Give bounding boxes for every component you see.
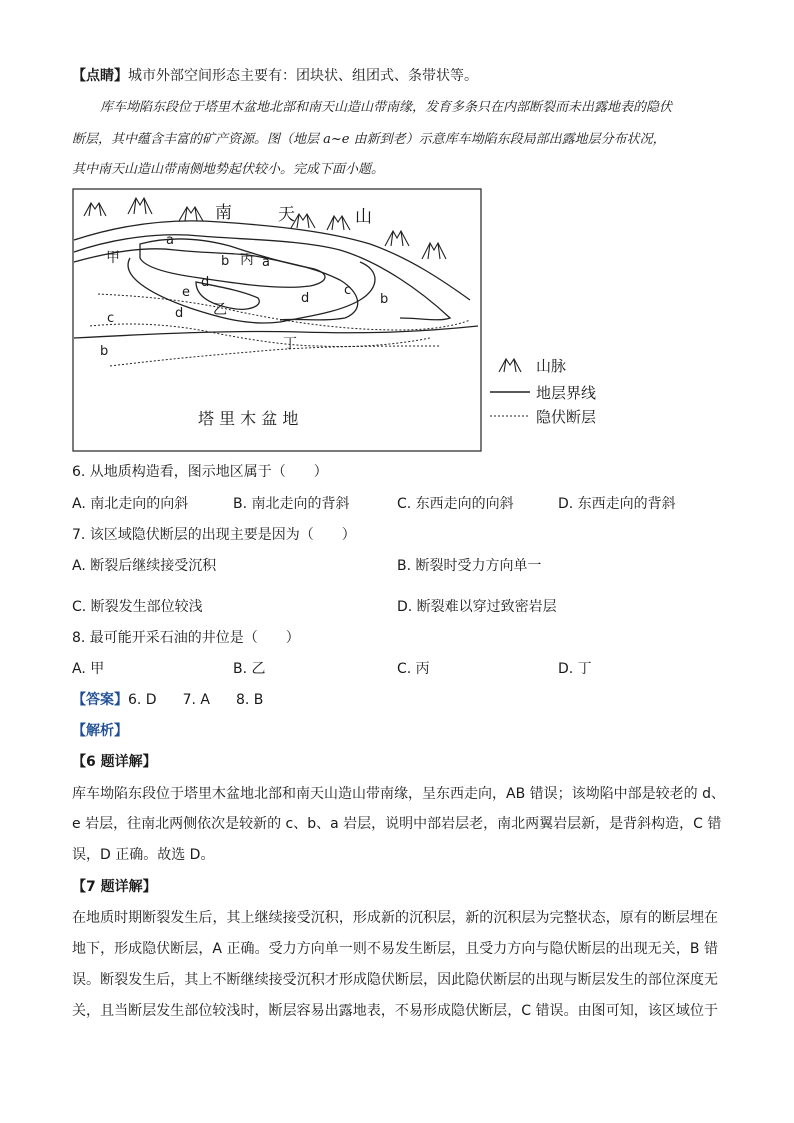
- tip-label: 【点睛】: [72, 68, 128, 84]
- layer-label: d: [301, 291, 310, 306]
- place-label-yi: 乙: [213, 302, 227, 318]
- hidden-fault-line: [110, 346, 440, 366]
- layer-label: b: [100, 344, 109, 359]
- answer-item: 6. D: [128, 692, 157, 708]
- intro-line-2: 断层，其中蕴含丰富的矿产资源。图（地层 a~e 由新到老）示意库车坳陷东段局部出露地层分布状况，: [72, 132, 666, 147]
- answer-label: 【答案】: [72, 692, 128, 708]
- place-label-bing: 丙: [240, 252, 254, 268]
- legend-fault-label: 隐伏断层: [536, 408, 597, 426]
- mountain-icon: [179, 207, 203, 221]
- layer-label: b: [221, 254, 230, 269]
- question-6-option-c[interactable]: C. 东西走向的向斜: [397, 496, 514, 512]
- legend-boundary-label: 地层界线: [536, 384, 597, 402]
- stratum-boundary-line: [74, 235, 450, 320]
- answer-line: [72, 690, 263, 710]
- question-6-option-a[interactable]: A. 南北走向的向斜: [72, 496, 189, 512]
- question-8-option-b[interactable]: B. 乙: [233, 661, 266, 677]
- mountain-icon: [422, 243, 446, 259]
- question-7-option-a[interactable]: A. 断裂后继续接受沉积: [72, 558, 217, 574]
- layer-label: a: [166, 233, 174, 248]
- layer-label: c: [344, 283, 352, 298]
- layer-label: d: [201, 275, 210, 290]
- mountain-icon: [84, 203, 106, 216]
- intro-line-3: 其中南天山造山带南侧地势起伏较小。完成下面小题。: [72, 162, 385, 177]
- basin-label: 塔 里 木 盆 地: [198, 409, 299, 428]
- place-label-ding: 丁: [283, 336, 297, 352]
- detail-7-label: 【7 题详解】: [72, 879, 157, 895]
- place-label-jia: 甲: [106, 250, 120, 266]
- answer-item: 7. A: [182, 692, 210, 708]
- hidden-fault-line: [98, 294, 470, 330]
- detail-7-line-4: 关，且当断层发生部位较浅时，断层容易出露地表，不易形成隐伏断层，C 错误。由图可知，该区域位于: [72, 1003, 718, 1019]
- detail-6-line-3: 误，D 正确。故选 D。: [72, 847, 215, 863]
- analysis-label: 【解析】: [72, 723, 128, 739]
- question-7-stem: 7. 该区域隐伏断层的出现主要是因为（ ）: [72, 527, 356, 543]
- question-7-option-d[interactable]: D. 断裂难以穿过致密岩层: [397, 599, 557, 615]
- mountain-label-char: 南: [215, 203, 232, 223]
- geology-diagram: [0, 0, 794, 470]
- question-8-option-c[interactable]: C. 丙: [397, 661, 430, 677]
- mountain-icon: [385, 231, 409, 246]
- stratum-boundary-line: [74, 326, 478, 338]
- detail-6-label: 【6 题详解】: [72, 754, 157, 770]
- intro-line-1: 库车坳陷东段位于塔里木盆地北部和南天山造山带南缘，发育多条只在内部断裂而未出露地表的隐伏: [100, 100, 673, 115]
- legend-mountain-label: 山脉: [536, 357, 567, 375]
- detail-7-line-1: 在地质时期断裂发生后，其上继续接受沉积，形成新的沉积层，新的沉积层为完整状态，原有的断层埋在: [72, 910, 718, 926]
- detail-7-line-2: 地下，形成隐伏断层，A 正确。受力方向单一则不易发生断层，且受力方向与隐伏断层的出现无关，B 错: [72, 941, 718, 957]
- detail-7-line-3: 误。断裂发生后，其上不断继续接受沉积才形成隐伏断层，因此隐伏断层的出现与断层发生的部位深度无: [72, 972, 718, 988]
- layer-label: d: [175, 306, 184, 321]
- layer-label: a: [262, 255, 270, 270]
- layer-label: e: [182, 285, 190, 300]
- tip-text: 城市外部空间形态主要有：团块状、组团式、条带状等。: [128, 68, 478, 84]
- layer-label: c: [107, 311, 115, 326]
- mountain-label-char: 天: [278, 205, 295, 225]
- question-8-option-d[interactable]: D. 丁: [558, 661, 592, 677]
- stratum-boundaries: [74, 221, 478, 338]
- question-6-option-d[interactable]: D. 东西走向的背斜: [558, 496, 676, 512]
- question-7-option-b[interactable]: B. 断裂时受力方向单一: [397, 558, 542, 574]
- question-7-option-c[interactable]: C. 断裂发生部位较浅: [72, 599, 203, 615]
- question-8-stem: 8. 最可能开采石油的井位是（ ）: [72, 630, 300, 646]
- detail-6-line-1: 库车坳陷东段位于塔里木盆地北部和南天山造山带南缘，呈东西走向，AB 错误；该坳陷中部是较老的 d、: [72, 786, 725, 802]
- layer-label: b: [380, 292, 389, 307]
- mountain-icon: [327, 216, 350, 230]
- question-6-option-b[interactable]: B. 南北走向的背斜: [233, 496, 350, 512]
- answer-item: 8. B: [235, 692, 264, 708]
- stratum-boundary-line: [74, 221, 470, 300]
- mountain-icon: [128, 198, 152, 214]
- detail-6-line-2: e 岩层，往南北两侧依次是较新的 c、b、a 岩层，说明中部岩层老，南北两翼岩层新，是背斜构造，C 错: [72, 816, 722, 832]
- legend-mountain-icon: [499, 359, 521, 372]
- hidden-faults: [90, 294, 470, 366]
- mountain-label-char: 山: [355, 207, 372, 227]
- question-6-stem: 6. 从地质构造看，图示地区属于（ ）: [72, 464, 328, 480]
- question-8-option-a[interactable]: A. 甲: [72, 661, 105, 677]
